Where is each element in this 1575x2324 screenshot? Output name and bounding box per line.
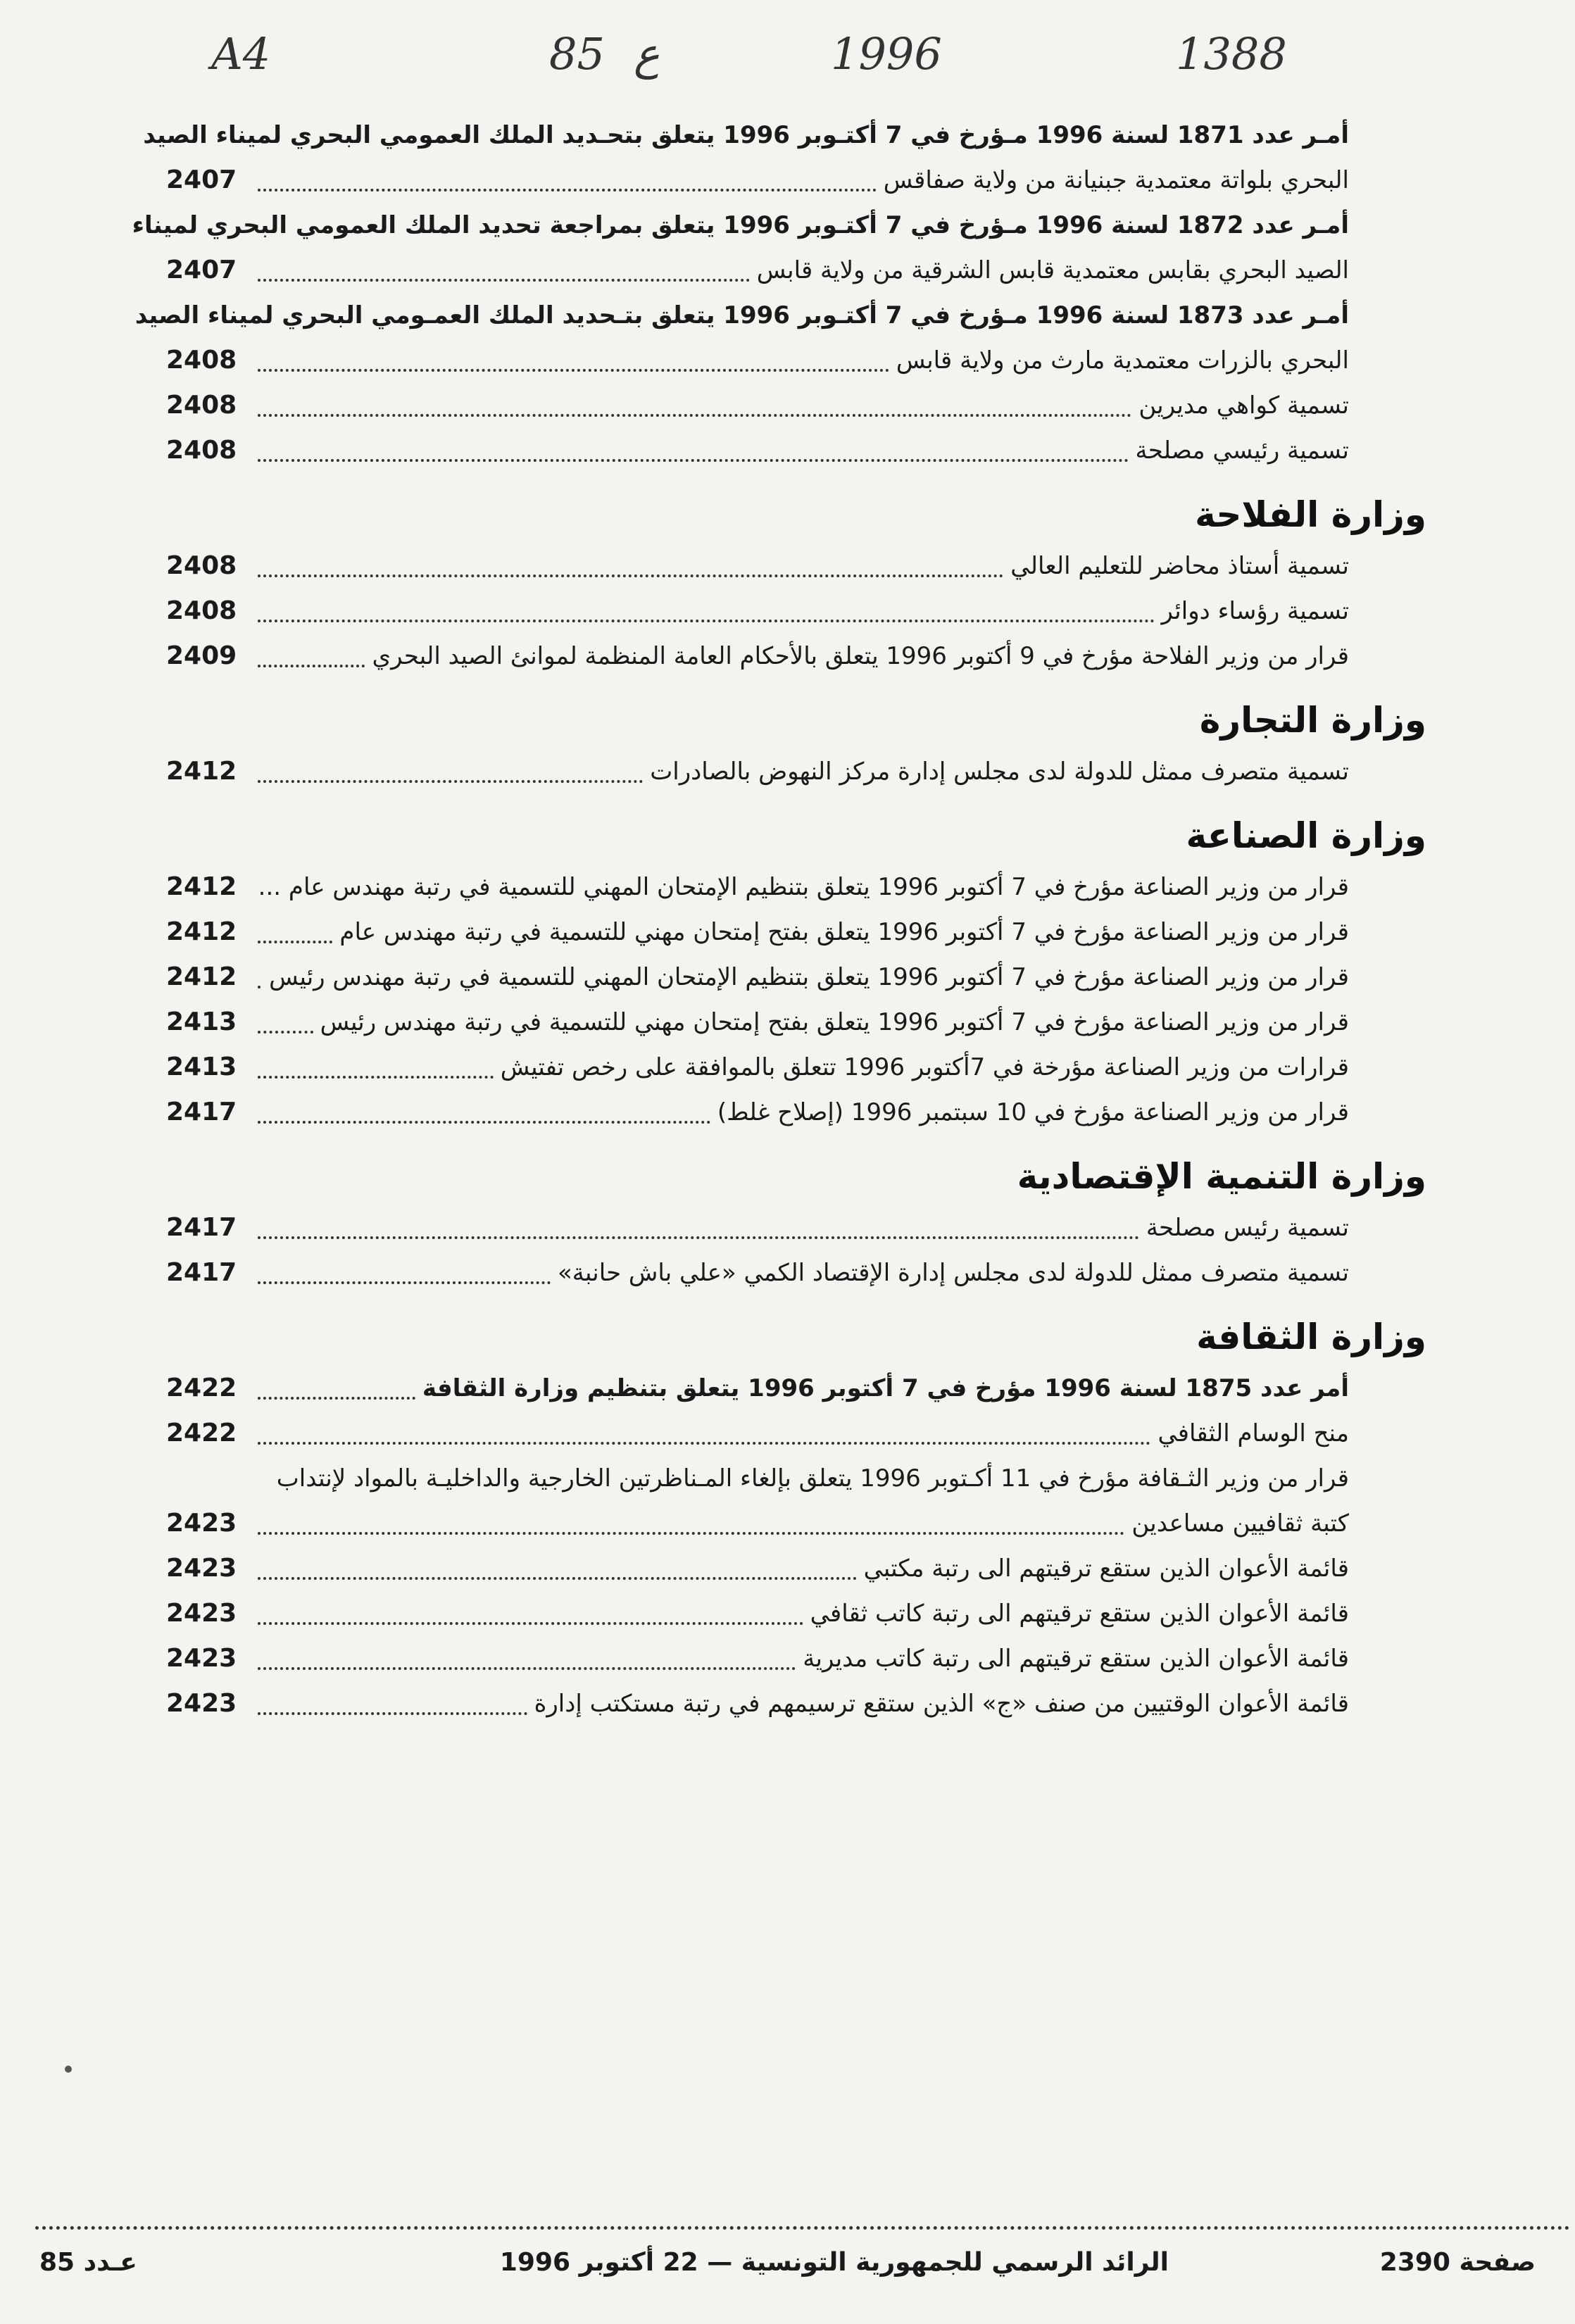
toc-entry-continuation <box>166 248 1426 293</box>
toc-entry <box>166 383 1426 428</box>
dot-leader <box>258 279 750 282</box>
dot-leader <box>258 1577 857 1580</box>
toc-entry-title: منح الوسام الثقافي <box>1157 1419 1349 1447</box>
toc-page-number: 2423 <box>166 1644 237 1673</box>
toc-entry-continuation <box>166 338 1426 383</box>
toc-entry <box>166 910 1426 955</box>
toc-entry <box>166 1250 1426 1295</box>
dot-leader <box>258 1532 1124 1535</box>
handwritten-year: 1996 <box>831 28 942 80</box>
ministry-heading: وزارة الثقافة <box>1196 1317 1426 1357</box>
handwritten-mark-a4: A4 <box>211 28 271 80</box>
toc-entry-title: قرار من وزير الصناعة مؤرخ في 7 أكتوبر 1996 يتعلق بتنظيم الإمتحان المهني للتسمية في رتبة مهندس عام ... <box>258 873 1349 901</box>
dot-leader <box>258 414 1131 417</box>
toc-entry-line: قرار من وزير الثـقافة مؤرخ في 11 أكـتوبر 1996 يتعلق بإلغاء المـناظرتين الخارجية والداخليـة بالمواد لإنتداب <box>276 1464 1349 1493</box>
toc-entry <box>166 955 1426 1000</box>
toc-entry-title: أمـر عدد 1873 لسنة 1996 مـؤرخ في 7 أكتـوبر 1996 يتعلق بتـحديد الملك العمـومي البحري لميناء الصيد <box>134 301 1349 329</box>
toc-entry <box>166 589 1426 634</box>
toc-entry-title: تسمية متصرف ممثل للدولة لدى مجلس إدارة مركز النهوض بالصادرات <box>650 758 1349 786</box>
toc-entry <box>166 1411 1426 1456</box>
toc-entry-title: قائمة الأعوان الذين ستقع ترقيتهم الى رتبة كاتب ثقافي <box>810 1600 1349 1628</box>
toc-entry <box>166 1045 1426 1090</box>
toc-page-number: 2423 <box>166 1509 237 1538</box>
dot-leader <box>258 1121 710 1124</box>
toc-entry-title: قرار من وزير الصناعة مؤرخ في 7 أكتوبر 1996 يتعلق بفتح إمتحان مهني للتسمية في رتبة مهندس عام <box>339 918 1349 946</box>
toc-entry <box>166 1205 1426 1250</box>
toc-entry-title: قرار من وزير الفلاحة مؤرخ في 9 أكتوبر 1996 يتعلق بالأحكام العامة المنظمة لموانئ الصيد البحري <box>372 642 1349 670</box>
ministry-heading: وزارة التنمية الإقتصادية <box>1017 1156 1426 1197</box>
dot-leader <box>258 1031 313 1034</box>
toc-entry-title: أمـر عدد 1871 لسنة 1996 مـؤرخ في 7 أكتـوبر 1996 يتعلق بتحـديد الملك العمومي البحري لميناء الصيد <box>143 121 1349 149</box>
ministry-heading: وزارة الفلاحة <box>1195 494 1426 535</box>
toc-page-number: 2423 <box>166 1554 237 1583</box>
toc-page-number: 2412 <box>166 917 237 946</box>
dot-leader <box>258 1076 494 1079</box>
toc-page-number: 2423 <box>166 1689 237 1718</box>
toc-page-number: 2412 <box>166 872 237 901</box>
toc-entry-title: تسمية رئيس مصلحة <box>1146 1214 1349 1242</box>
toc-entry-title: قرار من وزير الصناعة مؤرخ في 10 سبتمبر 1996 (إصلاح غلط) <box>717 1098 1349 1126</box>
toc-entry <box>166 1591 1426 1636</box>
toc-entry-title: أمر عدد 1875 لسنة 1996 مؤرخ في 7 أكتوبر 1996 يتعلق بتنظيم وزارة الثقافة <box>422 1374 1349 1402</box>
toc-page-number: 2413 <box>166 1007 237 1036</box>
toc-entry-title: قرار من وزير الصناعة مؤرخ في 7 أكتوبر 1996 يتعلق بتنظيم الإمتحان المهني للتسمية في رتبة مهندس رئيس <box>269 963 1349 991</box>
scan-speck <box>65 2066 72 2073</box>
footer-issue-number: عـدد 85 <box>39 2248 137 2277</box>
toc-entry-title: قائمة الأعوان الذين ستقع ترقيتهم الى رتبة كاتب مديرية <box>803 1645 1349 1673</box>
dot-leader <box>258 1667 796 1670</box>
dot-leader <box>258 1622 803 1625</box>
toc-entry <box>166 1636 1426 1681</box>
dot-leader <box>258 1397 415 1400</box>
toc-page-number: 2422 <box>166 1419 237 1447</box>
dot-leader <box>258 986 262 988</box>
toc-entry-title: قائمة الأعوان الوقتيين من صنف «ج» الذين ستقع ترسيمهم في رتبة مستكتب إدارة <box>534 1690 1349 1718</box>
toc-entry <box>166 428 1426 473</box>
dot-leader <box>258 1236 1139 1239</box>
ministry-heading: وزارة التجارة <box>1199 700 1426 741</box>
section-spacer <box>166 473 1426 486</box>
dot-leader <box>258 189 877 191</box>
ministry-heading: وزارة الصناعة <box>1186 815 1426 856</box>
toc-page-number: 2408 <box>166 391 237 420</box>
toc-entry-title: تسمية متصرف ممثل للدولة لدى مجلس إدارة الإقتصاد الكمي «علي باش حانبة» <box>557 1259 1349 1287</box>
toc-entry <box>166 1681 1426 1726</box>
toc-entry-title: أمـر عدد 1872 لسنة 1996 مـؤرخ في 7 أكتـوبر 1996 يتعلق بمراجعة تحديد الملك العمومي البحري لميناء <box>132 211 1349 239</box>
toc-entry-title: قائمة الأعوان الذين ستقع ترقيتهم الى رتبة مكتبي <box>863 1554 1349 1583</box>
handwritten-issue-number: 85 <box>549 28 605 80</box>
dot-leader <box>258 1712 527 1715</box>
toc-entry-title: تسمية رئيسي مصلحة <box>1135 436 1349 465</box>
toc-entry-title-cont: الصيد البحري بقابس معتمدية قابس الشرقية من ولاية قابس <box>756 256 1349 284</box>
toc-page-number: 2407 <box>166 256 237 284</box>
toc-page-number: 2412 <box>166 962 237 991</box>
section-spacer <box>166 1135 1426 1148</box>
section-spacer <box>166 679 1426 691</box>
toc-entry <box>166 544 1426 589</box>
toc-page-number: 2412 <box>166 757 237 786</box>
dot-leader <box>258 941 332 943</box>
section-spacer <box>166 794 1426 807</box>
toc-page-number: 2408 <box>166 596 237 625</box>
toc-page-number: 2423 <box>166 1599 237 1628</box>
toc-entry-title: قرار من وزير الصناعة مؤرخ في 7 أكتوبر 1996 يتعلق بفتح إمتحان مهني للتسمية في رتبة مهندس رئيس <box>320 1008 1349 1036</box>
toc-entry <box>166 749 1426 794</box>
dot-leader <box>258 1442 1150 1445</box>
toc-page-number: 2408 <box>166 551 237 580</box>
toc-page-number: 2417 <box>166 1258 237 1287</box>
table-of-contents <box>132 113 1426 1726</box>
dot-leader <box>258 459 1129 462</box>
toc-entry <box>166 1366 1426 1411</box>
handwritten-serial: 1388 <box>1176 28 1287 80</box>
toc-entry <box>166 1501 1426 1546</box>
handwritten-issue-letter: ع <box>634 28 660 80</box>
toc-entry-title: تسمية أستاذ محاضر للتعليم العالي <box>1010 552 1349 580</box>
toc-page-number: 2407 <box>166 165 237 194</box>
toc-page-number: 2413 <box>166 1053 237 1081</box>
toc-page-number: 2408 <box>166 436 237 465</box>
toc-page-number: 2417 <box>166 1213 237 1242</box>
toc-entry-continuation <box>166 158 1426 203</box>
dot-leader <box>258 369 889 372</box>
section-spacer <box>166 1295 1426 1308</box>
toc-entry <box>166 1546 1426 1591</box>
dot-leader <box>258 780 643 783</box>
toc-page-number: 2409 <box>166 641 237 670</box>
toc-entry-title: تسمية رؤساء دوائر <box>1161 597 1349 625</box>
toc-entry-title: تسمية كواهي مديرين <box>1138 391 1349 420</box>
footer-page-number: صفحة 2390 <box>1379 2248 1536 2277</box>
toc-entry <box>166 1000 1426 1045</box>
footer-rule <box>35 2226 1570 2230</box>
dot-leader <box>258 665 365 667</box>
toc-page-number: 2417 <box>166 1098 237 1126</box>
dot-leader <box>258 574 1003 577</box>
toc-entry <box>166 634 1426 679</box>
dot-leader <box>258 620 1155 622</box>
dot-leader <box>258 1281 551 1284</box>
toc-entry-title: قرارات من وزير الصناعة مؤرخة في 7أكتوبر 1996 تتعلق بالموافقة على رخص تفتيش <box>500 1053 1349 1081</box>
toc-entry <box>166 865 1426 910</box>
toc-entry-title: كتبة ثقافيين مساعدين <box>1131 1509 1349 1538</box>
toc-entry-title-cont: البحري بالزرات معتمدية مارث من ولاية قابس <box>896 346 1349 375</box>
footer-publication-title: الرائد الرسمي للجمهورية التونسية — 22 أكتوبر 1996 <box>499 2248 1169 2277</box>
toc-page-number: 2408 <box>166 346 237 375</box>
toc-entry-title-cont: البحري بلواتة معتمدية جبنيانة من ولاية صفاقس <box>883 166 1349 194</box>
toc-entry <box>166 1090 1426 1135</box>
toc-page-number: 2422 <box>166 1374 237 1402</box>
